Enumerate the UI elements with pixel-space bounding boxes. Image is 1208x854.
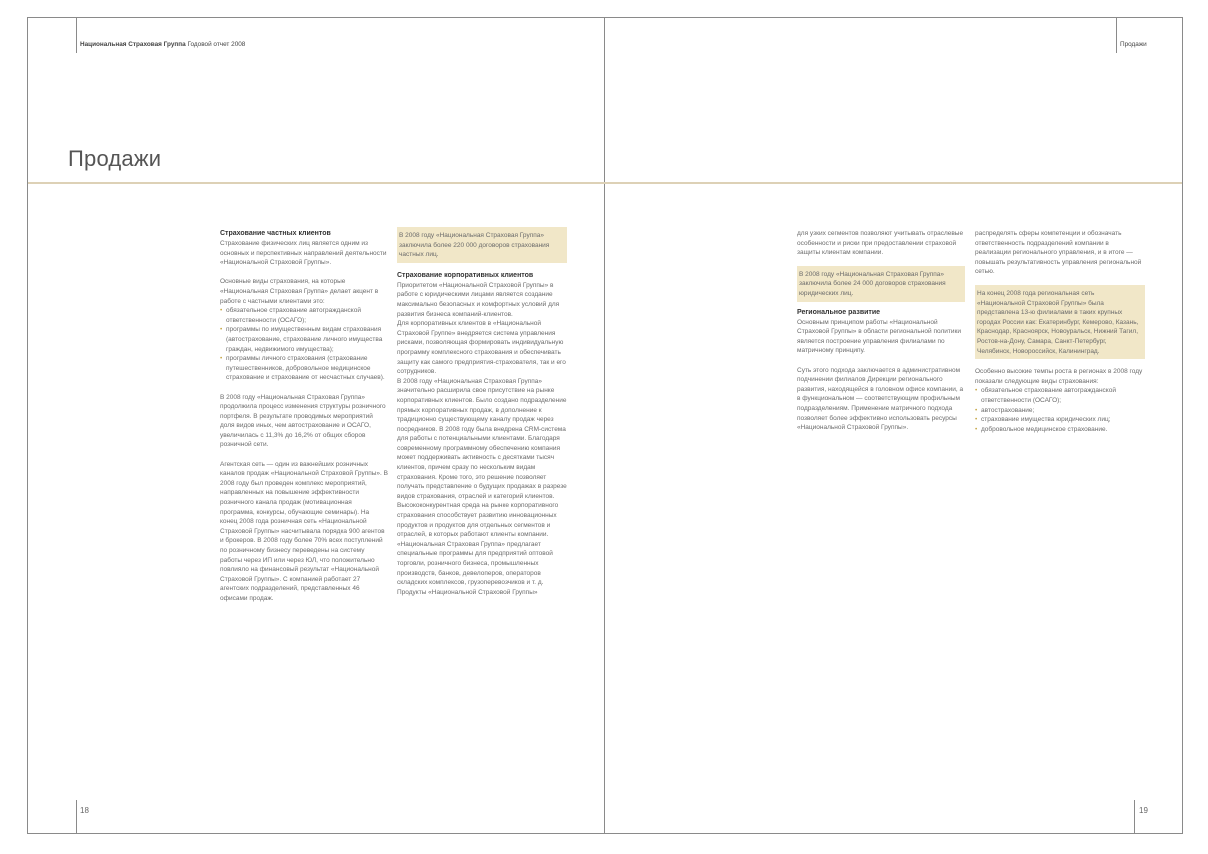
paragraph: Страхование физических лиц является одним из основных и перспективных направлений деятельности «Национальной Страховой Группы».: [220, 240, 387, 267]
paragraph: Высококонкурентная среда на рынке корпоративного страхования способствует развитию инновационных продуктов и продуктов для отдельных сегментов и отраслей, в которых работают клиенты компании. «Национальная Страховая Группа» предлагает специальные программы для предприятий оптовой торговли, розничного бизнеса, промышленных производств, банков, девелоперов, операторов складских комплексов, грузоперевозчиков и т. д. Продукты «Национальной Страховой Группы»: [397, 502, 559, 596]
running-header-left: [80, 41, 245, 48]
list-item: • страхование имущества юридических лиц;: [975, 415, 1145, 425]
list-item: • программы по имущественным видам страхования (автострахование, страхование личного имущества граждан, недвижимого имущества);: [220, 325, 388, 354]
page-title: Продажи: [68, 146, 162, 171]
paragraph: Приоритетом «Национальной Страховой Группы» в работе с юридическими лицами является создание максимально безопасных и комфортных условий для развития бизнеса компаний-клиентов.: [397, 281, 560, 318]
section-heading-corporate: Страхование корпоративных клиентов: [397, 271, 534, 279]
list-item: • автострахование;: [975, 406, 1145, 416]
list-item: • программы личного страхования (страхование путешественников, добровольное медицинское страхование и страхование от несчастных случаев).: [220, 354, 388, 383]
paragraph: Агентская сеть — один из важнейших розничных каналов продаж «Национальной Страховой Группы». В 2008 году был проведен комплекс мероприятий, направленных на повышение эффективности розничного канала продаж (мотивационная программа, конкурсы, обучающие семинары). На конец 2008 года розничная сеть «Национальной Страховой Группы» насчитывала порядка 900 агентов и брокеров. В 2008 году более 70% всех поступлений по розничному бизнесу переведены на систему работы через ИП или через ЮЛ, что положительно повлияло на финансовый результат «Национальной Страховой Группы». С компанией работает 27 агентских подразделений, представленных 46 офисами продаж.: [220, 460, 388, 602]
paragraph: для узких сегментов позволяют учитывать отраслевые особенности и риски при предоставлении страховой защиты клиентам компании.: [797, 230, 964, 257]
bullet-list: [220, 306, 388, 383]
bullet-list: [975, 386, 1145, 434]
highlight-box: В 2008 году «Национальная Страховая Группа» заключила более 220 000 договоров страхования частных лиц.: [397, 227, 567, 263]
list-item: • добровольное медицинское страхование.: [975, 425, 1145, 435]
title-rule: [28, 182, 1182, 184]
column-3: [797, 229, 965, 433]
paragraph: Основные виды страхования, на которые «Национальная Страховая Группа» делает акцент в работе с частными клиентами это:: [220, 278, 379, 305]
header-report-label: Годовой отчет 2008: [187, 41, 246, 48]
header-tick-right: [1116, 17, 1117, 53]
paragraph: Особенно высокие темпы роста в регионах в 2008 году показали следующие виды страхования:: [975, 368, 1143, 385]
page-number-right: 19: [1139, 806, 1148, 815]
highlight-box: В 2008 году «Национальная Страховая Группа» заключила более 24 000 договоров страхования юридических лиц.: [797, 266, 965, 302]
footer-tick-left: [76, 800, 77, 834]
list-item: • обязательное страхование автогражданской ответственности (ОСАГО);: [220, 306, 388, 325]
section-heading-private: Страхование частных клиентов: [220, 230, 331, 237]
paragraph: Для корпоративных клиентов в «Национальной Страховой Группе» внедряется система управления рисками, позволяющая формировать индивидуальную программу комплексного страхования и обеспечивать защиту как самого предприятия-страхователя, так и его сотрудников.: [397, 320, 566, 376]
section-heading-regional: Региональное развитие: [797, 308, 881, 316]
highlight-box: На конец 2008 года региональная сеть «Национальной Страховой Группы» была представлена 13-ю филиалами в таких крупных городах России как: Екатеринбург, Кемерово, Казань, Краснодар, Красноярск, Новоуральск, Нижний Тагил, Ростов-на-Дону, Самара, Санкт-Петербург, Челябинск, Новороссийск, Калининград.: [975, 285, 1145, 359]
running-header-right: Продажи: [1120, 41, 1147, 48]
column-4: [975, 229, 1145, 434]
column-2: [397, 227, 567, 597]
column-1: [220, 229, 388, 604]
list-item: • обязательное страхование автогражданской ответственности (ОСАГО);: [975, 386, 1145, 405]
page-fold-line: [604, 17, 605, 834]
paragraph: В 2008 году «Национальная Страховая Группа» значительно расширила свое присутствие на рынке корпоративных клиентов. Было создано подразделение прямых корпоративных продаж, в дополнение к традиционно существующему каналу продаж через посредников. В 2008 году была внедрена CRM-система для работы с потенциальными клиентами. Благодаря современному программному обеспечению компания может поддерживать активность с десятками тысяч клиентов, причем сразу по нескольким видам страхования. Кроме того, это решение позволяет получать представление о будущих продажах в разрезе видов страхования, отраслей и категорий клиентов.: [397, 377, 567, 500]
footer-tick-right: [1134, 800, 1135, 834]
paragraph: Основным принципом работы «Национальной Страховой Группы» в области региональной политики является построение управления филиалами по матричному принципу.: [797, 318, 961, 355]
page-number-left: 18: [80, 806, 89, 815]
paragraph: Суть этого подхода заключается в административном подчинении филиалов Дирекции регионального развития, находящейся в головном офисе компании, а в функциональном — соответствующим профильным подразделениям. Применение матричного подхода позволяет более эффективно использовать ресурсы «Национальной Страховой Группы».: [797, 366, 964, 432]
header-tick-left: [76, 17, 77, 53]
header-brand: Национальная Страховая Группа: [80, 41, 186, 48]
paragraph: В 2008 году «Национальная Страховая Группа» продолжила процесс изменения структуры розничного портфеля. В результате проводимых мероприятий доля видов иных, чем автострахование и ОСАГО, увеличилась с 11,3% до 16,2% от общих сборов розничной сети.: [220, 393, 386, 449]
paragraph: распределять сферы компетенции и обозначать ответственность подразделений компании в реализации регионального управления, и в итоге — повышать результативность управления региональной сетью.: [975, 230, 1142, 276]
